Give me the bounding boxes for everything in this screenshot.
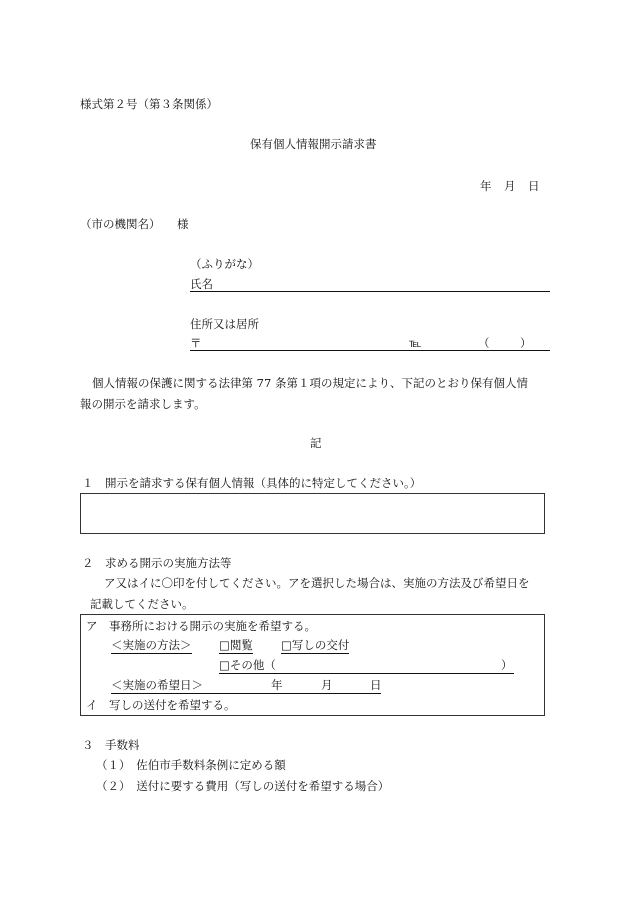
date-label [111, 680, 203, 692]
form-label: 様式第２号（第３条関係） [80, 97, 218, 111]
method-copy-text: □写しの交付 [281, 638, 350, 652]
desired-date-field[interactable] [111, 693, 381, 694]
option-b[interactable]: イ 写しの送付を希望する。 [86, 698, 236, 712]
intro-line-1: 個人情報の保護に関する法律第 77 条第１項の規定により、下記のとおり保有個人情 [92, 376, 528, 390]
address-label: 住所又は居所 [190, 317, 259, 331]
furigana-label: （ふりがな） [190, 257, 259, 271]
postal-mark: 〒 [190, 336, 202, 350]
method-box [80, 614, 545, 716]
addressee-honorific: 様 [177, 217, 189, 231]
desired-day-label: 日 [370, 678, 382, 692]
date-month-label: 月 [504, 179, 516, 193]
fee-item-2: （２） 送付に要する費用（写しの送付を希望する場合） [96, 779, 390, 793]
option-a[interactable]: ア 事務所における開示の実施を希望する。 [86, 619, 316, 633]
date-label-text: ＜実施の希望日＞ [111, 678, 203, 692]
section-2-note-line-1: ア又はイに〇印を付してください。アを選択した場合は、実施の方法及び希望日を [104, 576, 530, 590]
date-day-label: 日 [528, 179, 540, 193]
document-title: 保有個人情報開示請求書 [250, 137, 377, 151]
section-1-heading: １ 開示を請求する保有個人情報（具体的に特定してください。） [82, 476, 422, 490]
fee-item-1: （１） 佐伯市手数料条例に定める額 [96, 758, 286, 772]
section-2-note-line-2: 記載してください。 [90, 597, 194, 611]
addressee-org: （市の機関名） [80, 217, 161, 231]
ki-marker: 記 [310, 436, 322, 450]
tel-paren-open: （ [478, 336, 490, 350]
section-3-heading: ３ 手数料 [82, 738, 140, 752]
method-other-close: ） [501, 658, 513, 672]
date-year-label: 年 [480, 179, 492, 193]
desired-month-label: 月 [321, 678, 333, 692]
section-2-heading: ２ 求める開示の実施方法等 [82, 556, 232, 570]
method-label-text: ＜実施の方法＞ [111, 638, 192, 652]
method-view-text: □閲覧 [219, 638, 253, 652]
name-field[interactable] [190, 291, 550, 292]
address-field[interactable] [190, 350, 550, 351]
personal-info-field[interactable] [80, 493, 545, 534]
method-view-checkbox[interactable] [219, 640, 253, 652]
tel-mark: ℡ [409, 336, 422, 350]
method-other-checkbox[interactable]: □その他（ [219, 658, 276, 672]
intro-line-2: 報の開示を請求します。 [80, 397, 206, 411]
tel-paren-close: ） [520, 336, 532, 350]
name-label: 氏名 [190, 277, 213, 291]
method-label [111, 640, 192, 652]
method-other-field[interactable] [219, 673, 514, 674]
method-copy-checkbox[interactable] [281, 640, 349, 652]
desired-year-label: 年 [271, 678, 283, 692]
